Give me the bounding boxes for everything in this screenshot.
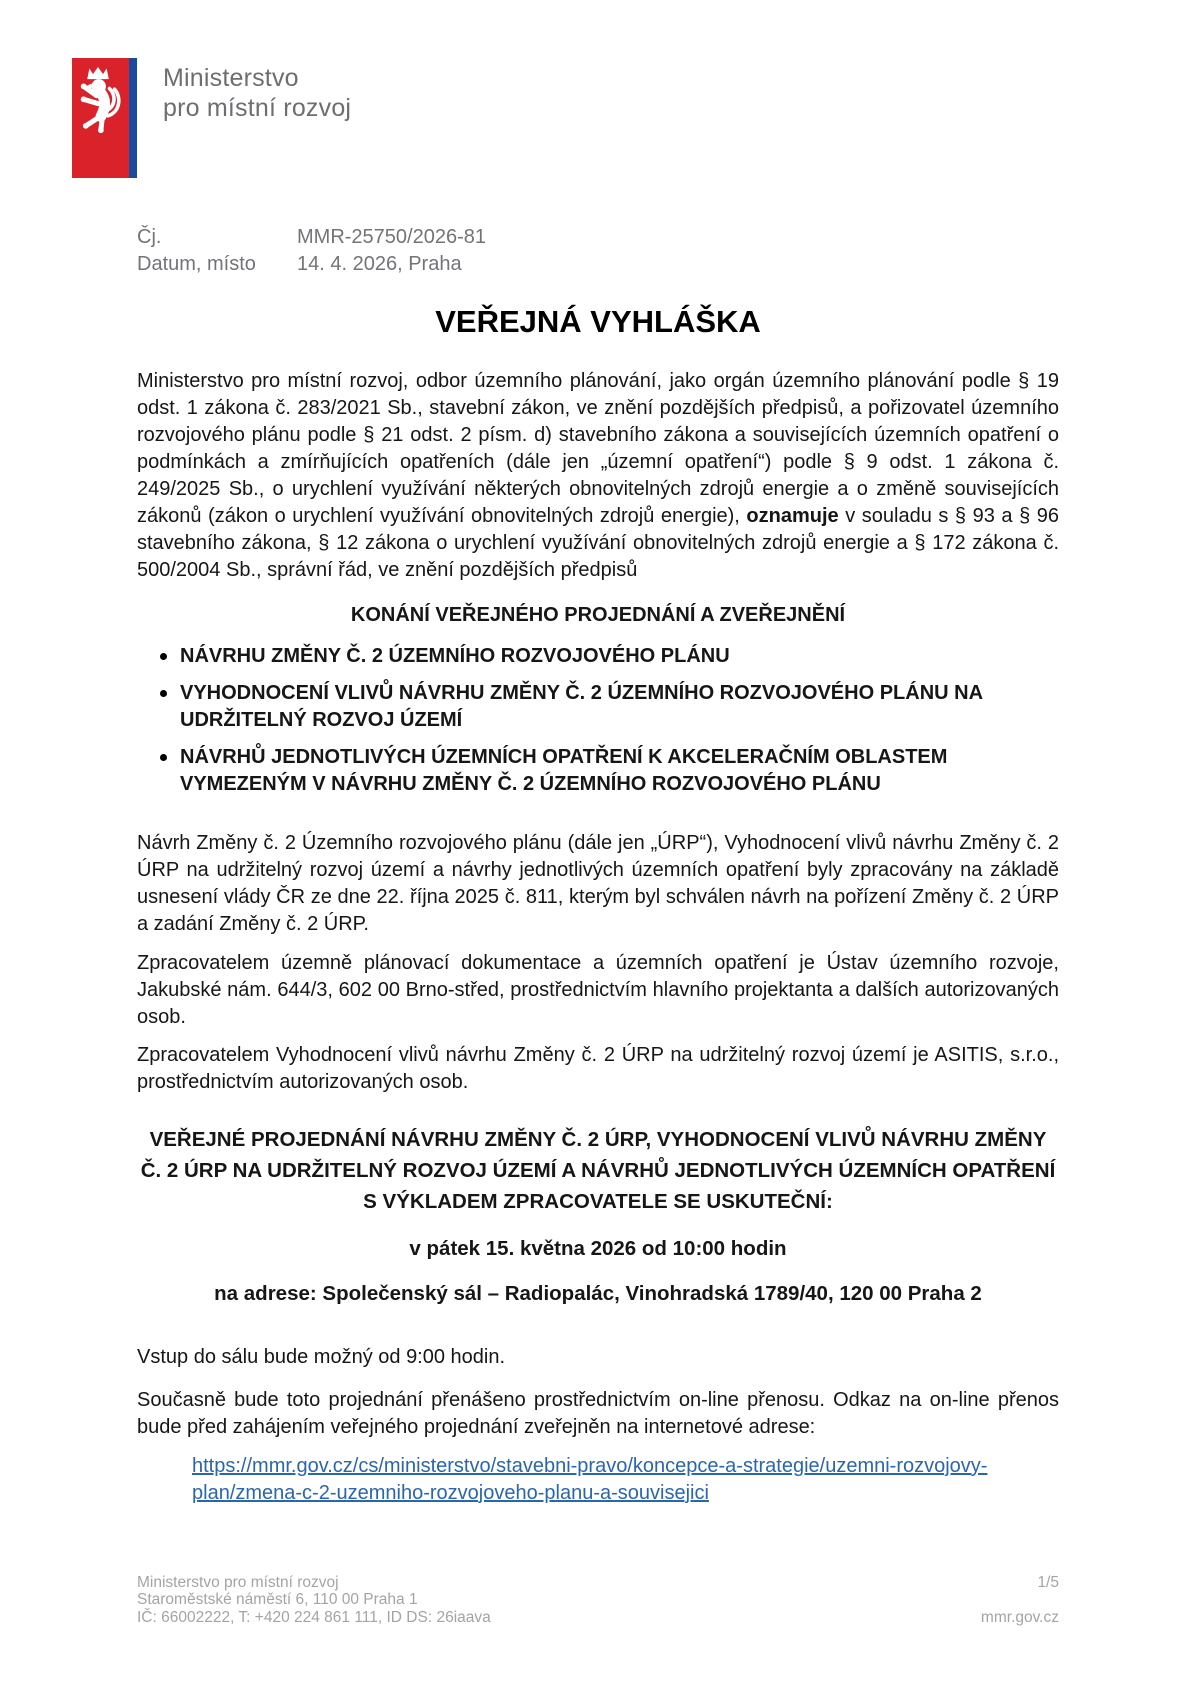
czech-lion-icon	[75, 63, 121, 137]
footer-org: Ministerstvo pro místní rozvoj	[137, 1573, 339, 1591]
document-meta	[137, 224, 1059, 278]
paragraph-zpracovatel-vyhodnoceni: Zpracovatelem Vyhodnocení vlivů návrhu Změny č. 2 ÚRP na udržitelný rozvoj území je ASITIS, s.r.o., prostřednictvím autorizovaných osob.	[137, 1044, 1059, 1093]
date-place-label: Datum, místo	[137, 253, 256, 275]
footer-right	[981, 1574, 1059, 1627]
paragraph-basis: Návrh Změny č. 2 Územního rozvojového plánu (dále jen „ÚRP“), Vyhodnocení vlivů návrhu Změny č. 2 ÚRP na udržitelný rozvoj území a návrhy jednotlivých územních opatření byly zpracovány na základě usnesení vlády ČR ze dne 22. října 2025 č. 811, kterým byl schválen návrh na pořízení Změny č. 2 ÚRP a zadání Změny č. 2 ÚRP.	[137, 832, 1059, 935]
page-number: 1/5	[1037, 1573, 1059, 1591]
announcement-list	[137, 643, 1059, 798]
page-footer	[137, 1574, 1059, 1627]
footer-address: Staroměstské náměstí 6, 110 00 Praha 1	[137, 1591, 418, 1608]
intro-bold-word: oznamuje	[746, 505, 839, 527]
intro-text-before: Ministerstvo pro místní rozvoj, odbor územního plánování, jako orgán územního plánování podle § 19 odst. 1 zákona č. 283/2021 Sb., stavební zákon, ve znění pozdějších předpisů, a pořizovatel územního rozvojového plánu podle § 21 odst. 2 písm. d) stavebního zákona a souvisejících územních opatření o podmínkách a zmírňujících opatřeních (dále jen „územní opatření“) podle § 9 odst. 1 zákona č. 249/2025 Sb., o urychlení využívání některých obnovitelných zdrojů energie a o změně souvisejících zákonů (zákon o urychlení využívání obnovitelných zdrojů energie),	[137, 370, 1059, 527]
entry-note: Vstup do sálu bude možný od 9:00 hodin.	[137, 1346, 506, 1368]
ministry-name-line1: Ministerstvo	[163, 64, 299, 92]
reference-number-value: MMR-25750/2026-81	[297, 226, 486, 248]
ministry-crest	[72, 58, 137, 178]
section-heading: KONÁNÍ VEŘEJNÉHO PROJEDNÁNÍ A ZVEŘEJNĚNÍ	[350, 604, 846, 626]
ministry-name-line2: pro místní rozvoj	[163, 94, 352, 122]
list-item-navrhy-opatreni: NÁVRHŮ JEDNOTLIVÝCH ÚZEMNÍCH OPATŘENÍ K AKCELERAČNÍM OBLASTEM VYMEZENÝM V NÁVRHU ZMĚNY Č. 2 ÚZEMNÍHO ROZVOJOVÉHO PLÁNU	[137, 744, 1059, 798]
event-address: na adrese: Společenský sál – Radiopalác, Vinohradská 1789/40, 120 00 Praha 2	[214, 1282, 982, 1305]
ministry-name	[163, 58, 351, 123]
intro-paragraph	[137, 368, 1059, 584]
intro-text-after: v souladu s § 93 a § 96 stavebního zákona, § 12 zákona o urychlení využívání obnovitelných zdrojů energie a § 172 zákona č. 500/2004 Sb., správní řád, ve znění pozdějších předpisů	[137, 505, 1059, 581]
list-item-vyhodnoceni-vlivu: VYHODNOCENÍ VLIVŮ NÁVRHU ZMĚNY Č. 2 ÚZEMNÍHO ROZVOJOVÉHO PLÁNU NA UDRŽITELNÝ ROZVOJ ÚZEMÍ	[137, 680, 1059, 734]
link-container	[192, 1453, 1004, 1507]
footer-left	[137, 1574, 491, 1627]
list-item-navrh-zmeny: NÁVRHU ZMĚNY Č. 2 ÚZEMNÍHO ROZVOJOVÉHO PLÁNU	[137, 643, 1059, 670]
date-place-row	[137, 251, 1059, 278]
paragraph-zpracovatel-dokumentace: Zpracovatelem územně plánovací dokumentace a územních opatření je Ústav územního rozvoje, Jakubské nám. 644/3, 602 00 Brno-střed, prostřednictvím hlavního projektanta a dalších autorizovaných osob.	[137, 952, 1059, 1028]
footer-website: mmr.gov.cz	[980, 1608, 1059, 1626]
document-title: VEŘEJNÁ VYHLÁŠKA	[435, 304, 761, 339]
hearing-heading: VEŘEJNÉ PROJEDNÁNÍ NÁVRHU ZMĚNY Č. 2 ÚRP, VYHODNOCENÍ VLIVŮ NÁVRHU ZMĚNY Č. 2 ÚRP NA UDRŽITELNÝ ROZVOJ ÚZEMÍ A NÁVRHŮ JEDNOTLIVÝCH ÚZEMNÍCH OPATŘENÍ S VÝKLADEM ZPRACOVATELE SE USKUTEČNÍ:	[140, 1128, 1056, 1213]
online-broadcast-link[interactable]: https://mmr.gov.cz/cs/ministerstvo/stavebni-pravo/koncepce-a-strategie/uzemni-rozvojovy-plan/zmena-c-2-uzemniho-rozvojoveho-planu-a-souvisejici	[192, 1455, 988, 1504]
event-datetime: v pátek 15. května 2026 od 10:00 hodin	[409, 1237, 787, 1260]
online-broadcast-paragraph: Současně bude toto projednání přenášeno prostřednictvím on-line přenosu. Odkaz na on-line přenos bude před zahájením veřejného projednání zveřejněn na internetové adrese:	[137, 1389, 1059, 1438]
crest-blue-stripe	[129, 58, 137, 178]
ministry-logo	[72, 58, 1059, 178]
reference-number-label: Čj.	[137, 226, 162, 248]
date-place-value: 14. 4. 2026, Praha	[297, 253, 462, 275]
footer-contact: IČ: 66002222, T: +420 224 861 111, ID DS: 26iaava	[137, 1608, 491, 1626]
reference-number-row	[137, 224, 1059, 251]
